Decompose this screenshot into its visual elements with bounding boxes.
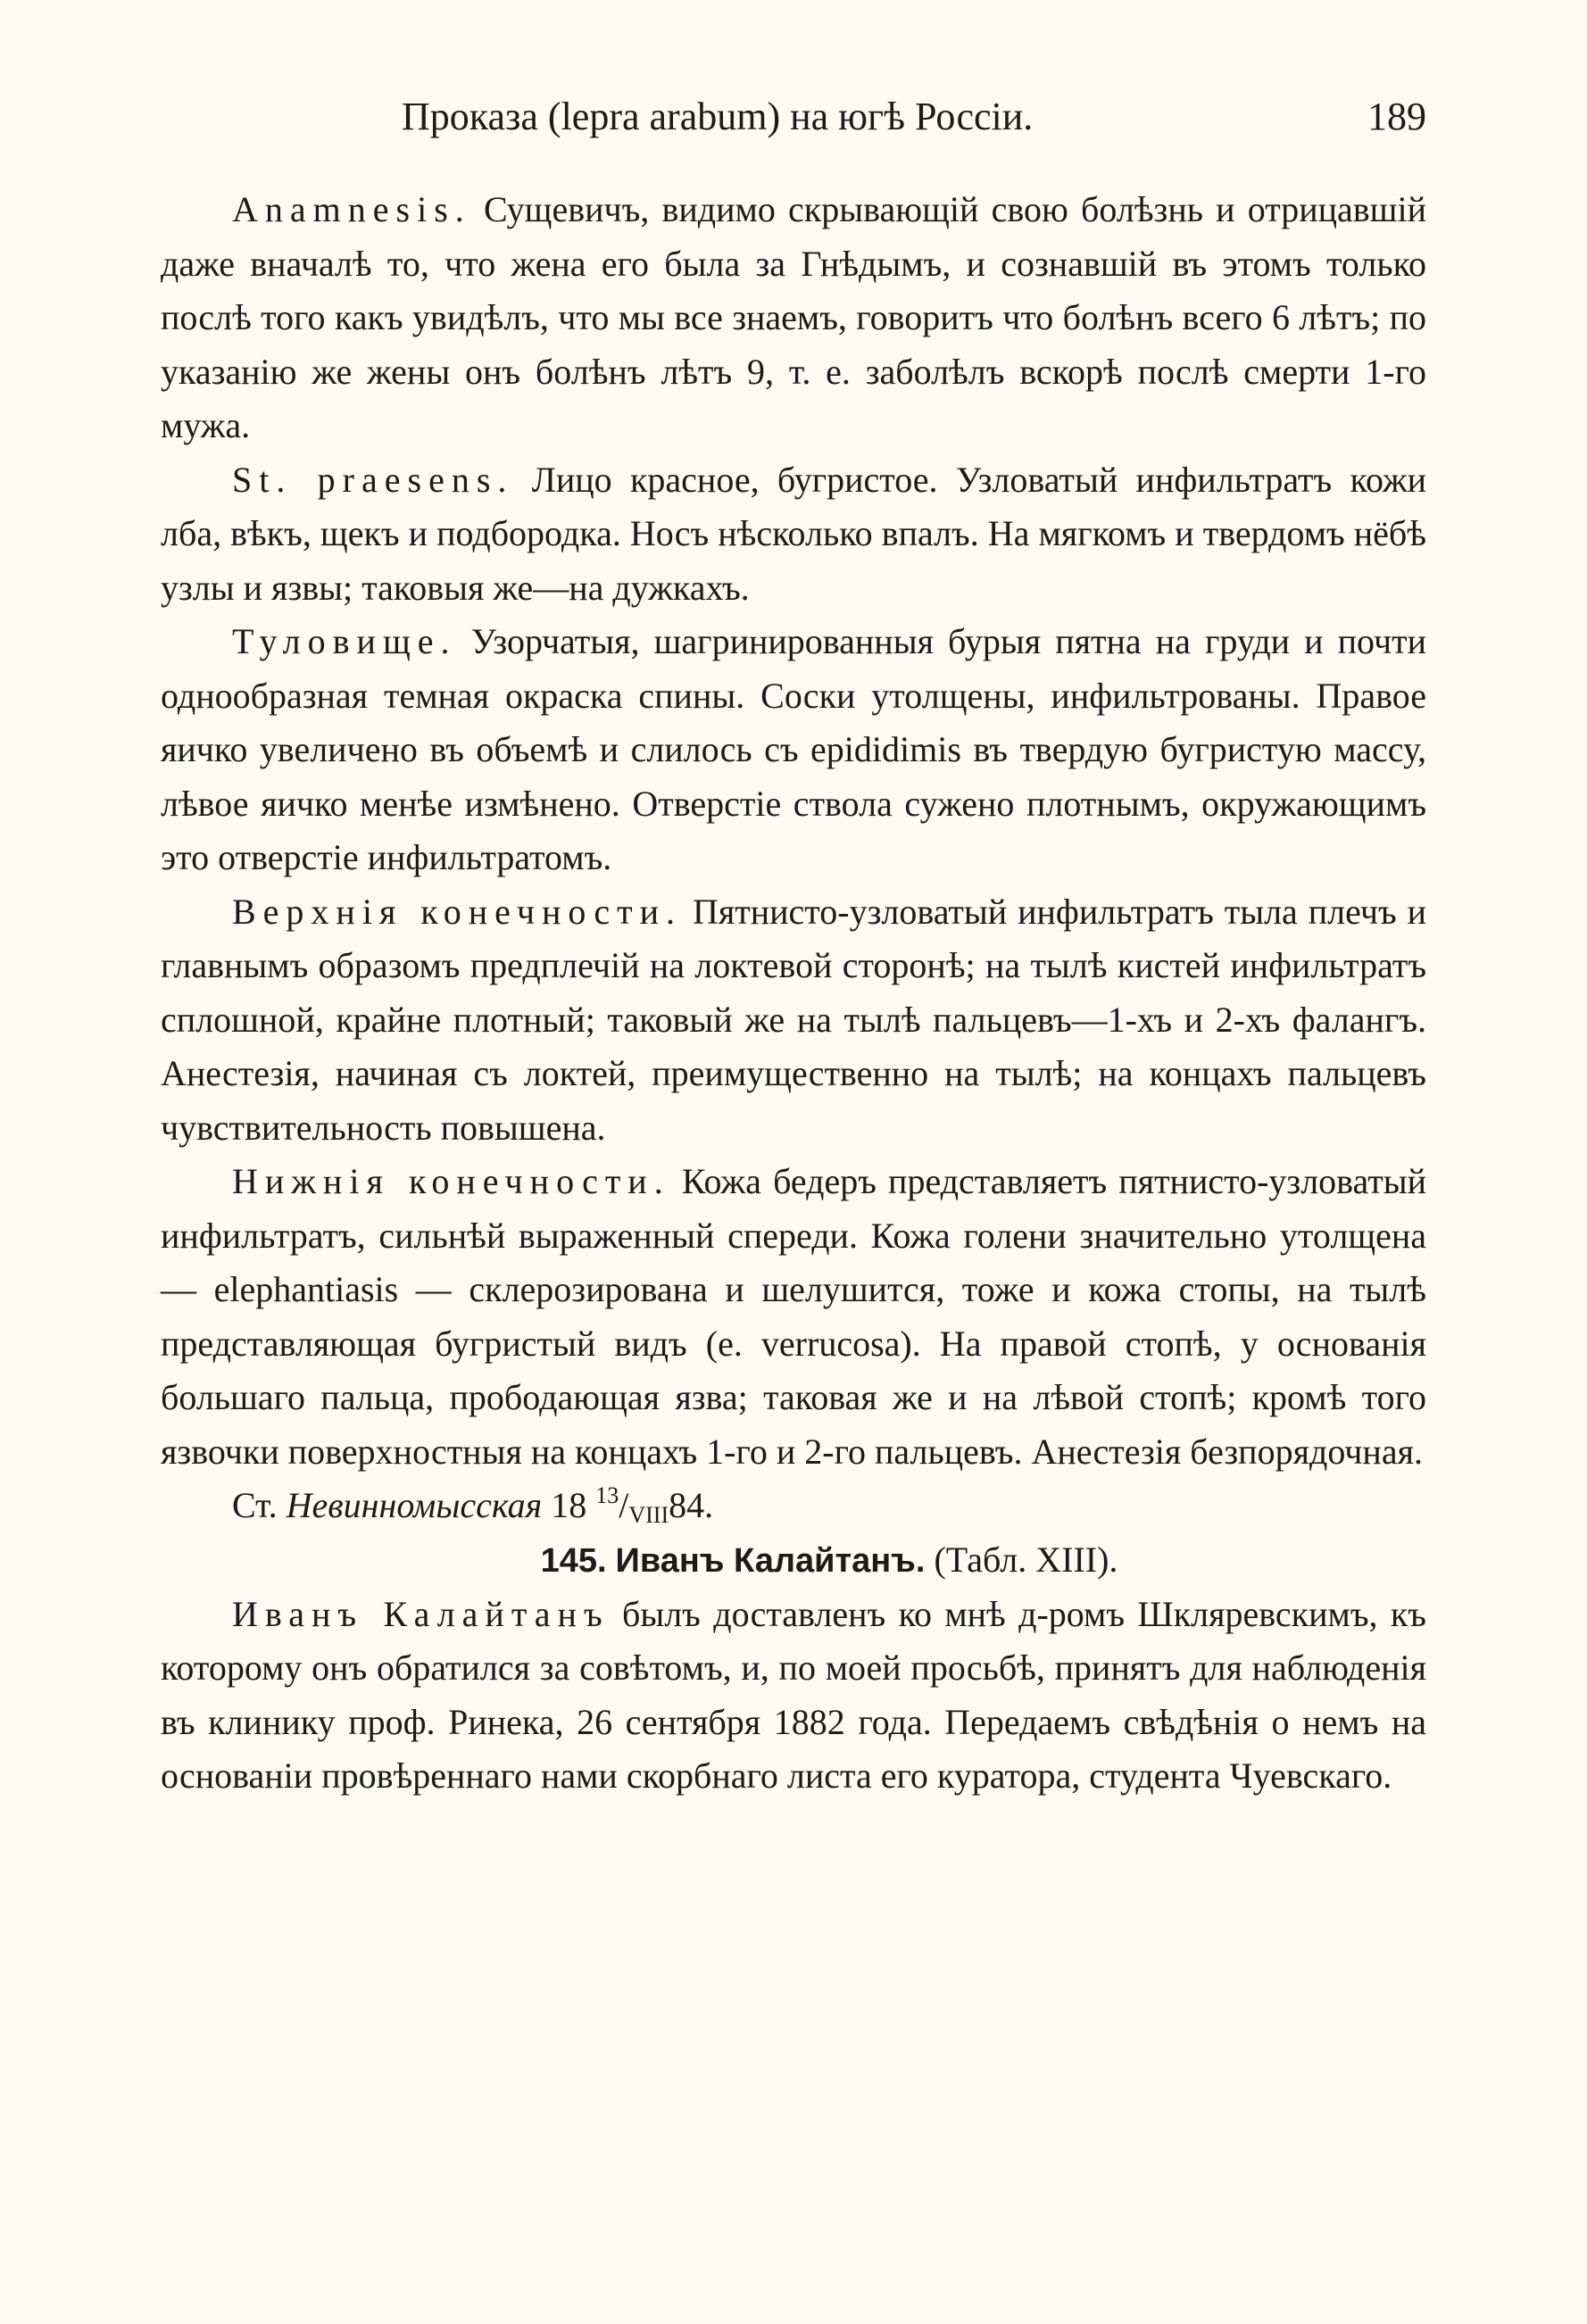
case-name: Иванъ Калайтанъ. (615, 1541, 926, 1580)
date-sup: 13 (595, 1482, 619, 1508)
date-year: 84. (669, 1485, 714, 1525)
paragraph-lead: St. praesens. (232, 459, 514, 500)
place-date-line: Ст. Невинномысская 18 $^{13}/_{VIII}84$. (232, 1482, 714, 1528)
paragraph-upper-limbs (161, 885, 1426, 1156)
place-name: Невинномысская (286, 1485, 543, 1525)
case-number: 145. (540, 1541, 607, 1580)
paragraph-text: былъ доставленъ ко мнѣ д-ромъ Шкляревскимъ, къ которому онъ обратился за совѣтомъ, и, по моей просьбѣ, принятъ для наблюденія въ клинику проф. Ринека, 26 сентября 1882 года. Передаемъ свѣдѣнія о немъ на основаніи провѣреннаго нами скорбнаго листа его куратора, студента Чуевскаго. (161, 1593, 1426, 1796)
paragraph-trunk (161, 615, 1426, 885)
paragraph-anamnesis (161, 183, 1426, 453)
paragraph-text: Лицо красное, бугристое. Узловатый инфильтратъ кожи лба, вѣкъ, щекъ и подбородка. Носъ нѣсколько впалъ. На мягкомъ и твердомъ нёбѣ узлы и язвы; таковыя же—на дужкахъ. (161, 459, 1426, 608)
case-table-ref: (Табл. XIII). (934, 1539, 1118, 1580)
paragraph-text: Пятнисто-узловатый инфильтратъ тыла плечъ и главнымъ образомъ предплечій на локтевой сторонѣ; на тылѣ кистей инфильтратъ сплошной, крайне плотный; таковый же на тылѣ пальцевъ—1-хъ и 2-хъ фалангъ. Анестезія, начиная съ локтей, преимущественно на тылѣ; на концахъ пальцевъ чувствительность повышена. (161, 891, 1427, 1148)
paragraph-text: Кожа бедеръ представляетъ пятнисто-узловатый инфильтратъ, сильнѣй выраженный спереди. Кожа голени значительно утолщена — elephantiasis — склерозирована и шелушится, тоже и кожа стопы, на тылѣ представляющая бугристый видъ (e. verrucosa). На правой стопѣ, у основанія большаго пальца, прободающая язва; таковая же и на лѣвой стопѣ; кромѣ того язвочки поверхностныя на концахъ 1-го и 2-го пальцевъ. Анестезія безпорядочная. (161, 1161, 1427, 1472)
paragraph-text: Узорчатыя, шагринированныя бурыя пятна на груди и почти однообразная темная окраска спины. Соски утолщены, инфильтрованы. Правое яичко увеличено въ объемѣ и слилось съ epididimis въ твердую бугристую массу, лѣвое яичко менѣе измѣнено. Отверстіе ствола сужено плотнымъ, окружающимъ это отверстіе инфильтратомъ. (161, 621, 1426, 877)
paragraph-text: Сущевичъ, видимо скрывающій свою болѣзнь и отрицавшій даже вначалѣ то, что жена его была за Гнѣдымъ, и сознавшій въ этомъ только послѣ того какъ увидѣлъ, что мы все знаемъ, говоритъ что болѣнъ всего 6 лѣтъ; по указанію же жены онъ болѣнъ лѣтъ 9, т. е. заболѣлъ вскорѣ послѣ смерти 1-го мужа. (161, 189, 1426, 445)
place-prefix: Ст. (232, 1485, 278, 1525)
paragraph-case-intro (161, 1588, 1426, 1804)
case-heading (161, 1533, 1426, 1588)
running-title: Проказа (lepra arabum) на югѣ Россіи. (402, 95, 1034, 138)
paragraph-lead: Верхнія конечности. (232, 891, 683, 932)
date-day: 18 (551, 1485, 587, 1525)
body-text (161, 183, 1426, 1804)
date-sub: VIII (628, 1502, 669, 1528)
paragraph-lead: Туловище. (232, 621, 457, 661)
paragraph-lead: Нижнія конечности. (232, 1161, 670, 1201)
paragraph-status-praesens (161, 453, 1426, 616)
page-number: 189 (1367, 95, 1426, 138)
paragraph-lead: Иванъ Калайтанъ (232, 1593, 610, 1634)
paragraph-lead: Anamnesis. (232, 189, 471, 229)
paragraph-lower-limbs (161, 1155, 1426, 1479)
page-header (232, 86, 1426, 148)
